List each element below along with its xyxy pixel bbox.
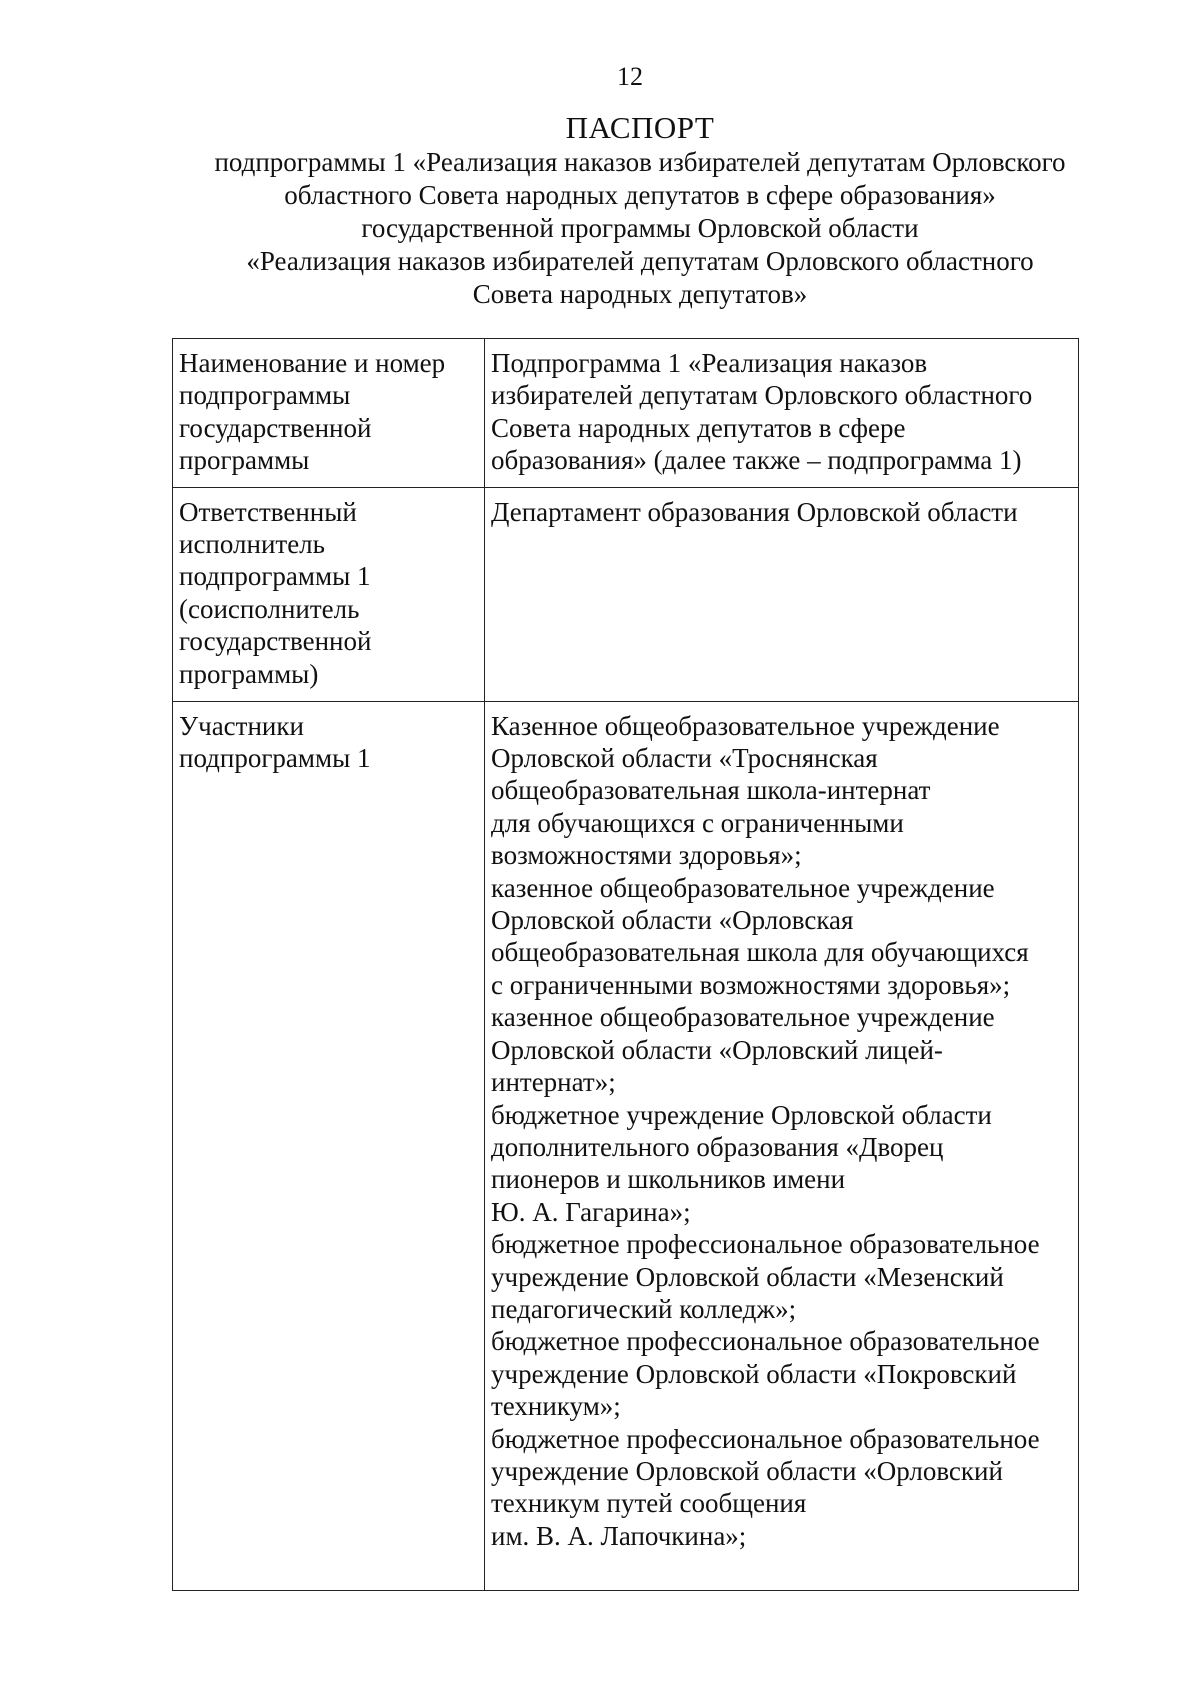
cell-text-line: бюджетное профессиональное образовательное xyxy=(491,1423,1040,1454)
cell-text-line: бюджетное профессиональное образовательное xyxy=(491,1229,1040,1260)
row-value-cell xyxy=(485,701,1079,1590)
cell-text-line: (соисполнитель xyxy=(179,593,360,624)
row-value-cell xyxy=(485,487,1079,701)
cell-text-line: Ответственный xyxy=(179,496,357,527)
cell-text-line: Орловской области «Троснянская xyxy=(491,743,878,774)
passport-title: ПАСПОРТ xyxy=(565,110,715,145)
table-row-participants xyxy=(173,701,1079,1590)
row-label-cell xyxy=(173,701,485,1590)
cell-text-line: исполнитель xyxy=(179,529,325,560)
cell-text-line: интернат»; xyxy=(491,1067,616,1098)
table-row-responsible-executor xyxy=(173,487,1079,701)
cell-text-line: казенное общеобразовательное учреждение xyxy=(491,872,995,903)
cell-text-line: учреждение Орловской области «Покровский xyxy=(491,1358,1017,1389)
cell-text-line: подпрограммы xyxy=(179,380,351,411)
cell-text-line: Подпрограмма 1 «Реализация наказов xyxy=(491,348,928,378)
heading-line: областного Совета народных депутатов в сфере образования» xyxy=(284,180,996,210)
cell-text-line: педагогический колледж»; xyxy=(491,1293,797,1324)
page-number: 12 xyxy=(617,62,643,91)
cell-text-line: с ограниченными возможностями здоровья»; xyxy=(491,969,1011,1000)
cell-text-line: дополнительного образования «Дворец xyxy=(491,1131,944,1162)
cell-text-line: государственной xyxy=(179,626,372,657)
cell-text-line: возможностями здоровья»; xyxy=(491,840,802,871)
cell-text-line: Департамент образования Орловской области xyxy=(491,496,1018,527)
passport-table xyxy=(172,338,1079,1591)
row-label-cell xyxy=(173,339,485,488)
row-value-cell xyxy=(485,339,1079,488)
heading-line: подпрограммы 1 «Реализация наказов избирателей депутатам Орловского xyxy=(214,147,1066,177)
cell-text-line: подпрограммы 1 xyxy=(179,743,371,774)
cell-text-line: Ю. А. Гагарина»; xyxy=(491,1196,691,1227)
cell-text-line: Орловской области «Орловская xyxy=(491,905,854,936)
cell-text-line: избирателей депутатам Орловского областного xyxy=(491,380,1033,411)
cell-text-line: им. В. А. Лапочкина»; xyxy=(491,1520,747,1551)
cell-text-line: Наименование и номер xyxy=(179,348,446,378)
cell-text-line: учреждение Орловской области «Мезенский xyxy=(491,1261,1004,1292)
cell-text-line: пионеров и школьников имени xyxy=(491,1164,846,1195)
cell-text-line: казенное общеобразовательное учреждение xyxy=(491,1002,995,1033)
table-row-subprogram-name xyxy=(173,339,1079,488)
cell-text-line: Казенное общеобразовательное учреждение xyxy=(491,710,1000,741)
cell-text-line: программы xyxy=(179,445,310,476)
cell-text-line: Участники xyxy=(179,710,304,741)
cell-text-line: бюджетное профессиональное образовательное xyxy=(491,1326,1040,1357)
cell-text-line: подпрограммы 1 xyxy=(179,561,371,592)
cell-text-line: техникум путей сообщения xyxy=(491,1488,807,1519)
cell-text-line: образования» (далее также – подпрограмма 1) xyxy=(491,445,1022,476)
passport-heading xyxy=(150,110,1130,311)
cell-text-line: общеобразовательная школа-интернат xyxy=(491,775,931,806)
cell-text-line: бюджетное учреждение Орловской области xyxy=(491,1099,992,1130)
cell-text-line: общеобразовательная школа для обучающихся xyxy=(491,937,1029,968)
cell-text-line: Совета народных депутатов в сфере xyxy=(491,412,906,443)
heading-line: «Реализация наказов избирателей депутатам Орловского областного xyxy=(246,246,1034,276)
cell-text-line: государственной xyxy=(179,412,372,443)
cell-text-line: учреждение Орловской области «Орловский xyxy=(491,1455,1003,1486)
heading-line: государственной программы Орловской области xyxy=(361,213,919,243)
cell-text-line: Орловской области «Орловский лицей- xyxy=(491,1034,943,1065)
cell-text-line: техникум»; xyxy=(491,1391,621,1422)
row-label-cell xyxy=(173,487,485,701)
cell-text-line: программы) xyxy=(179,658,319,689)
cell-text-line: для обучающихся с ограниченными xyxy=(491,807,904,838)
heading-line: Совета народных депутатов» xyxy=(472,279,808,309)
